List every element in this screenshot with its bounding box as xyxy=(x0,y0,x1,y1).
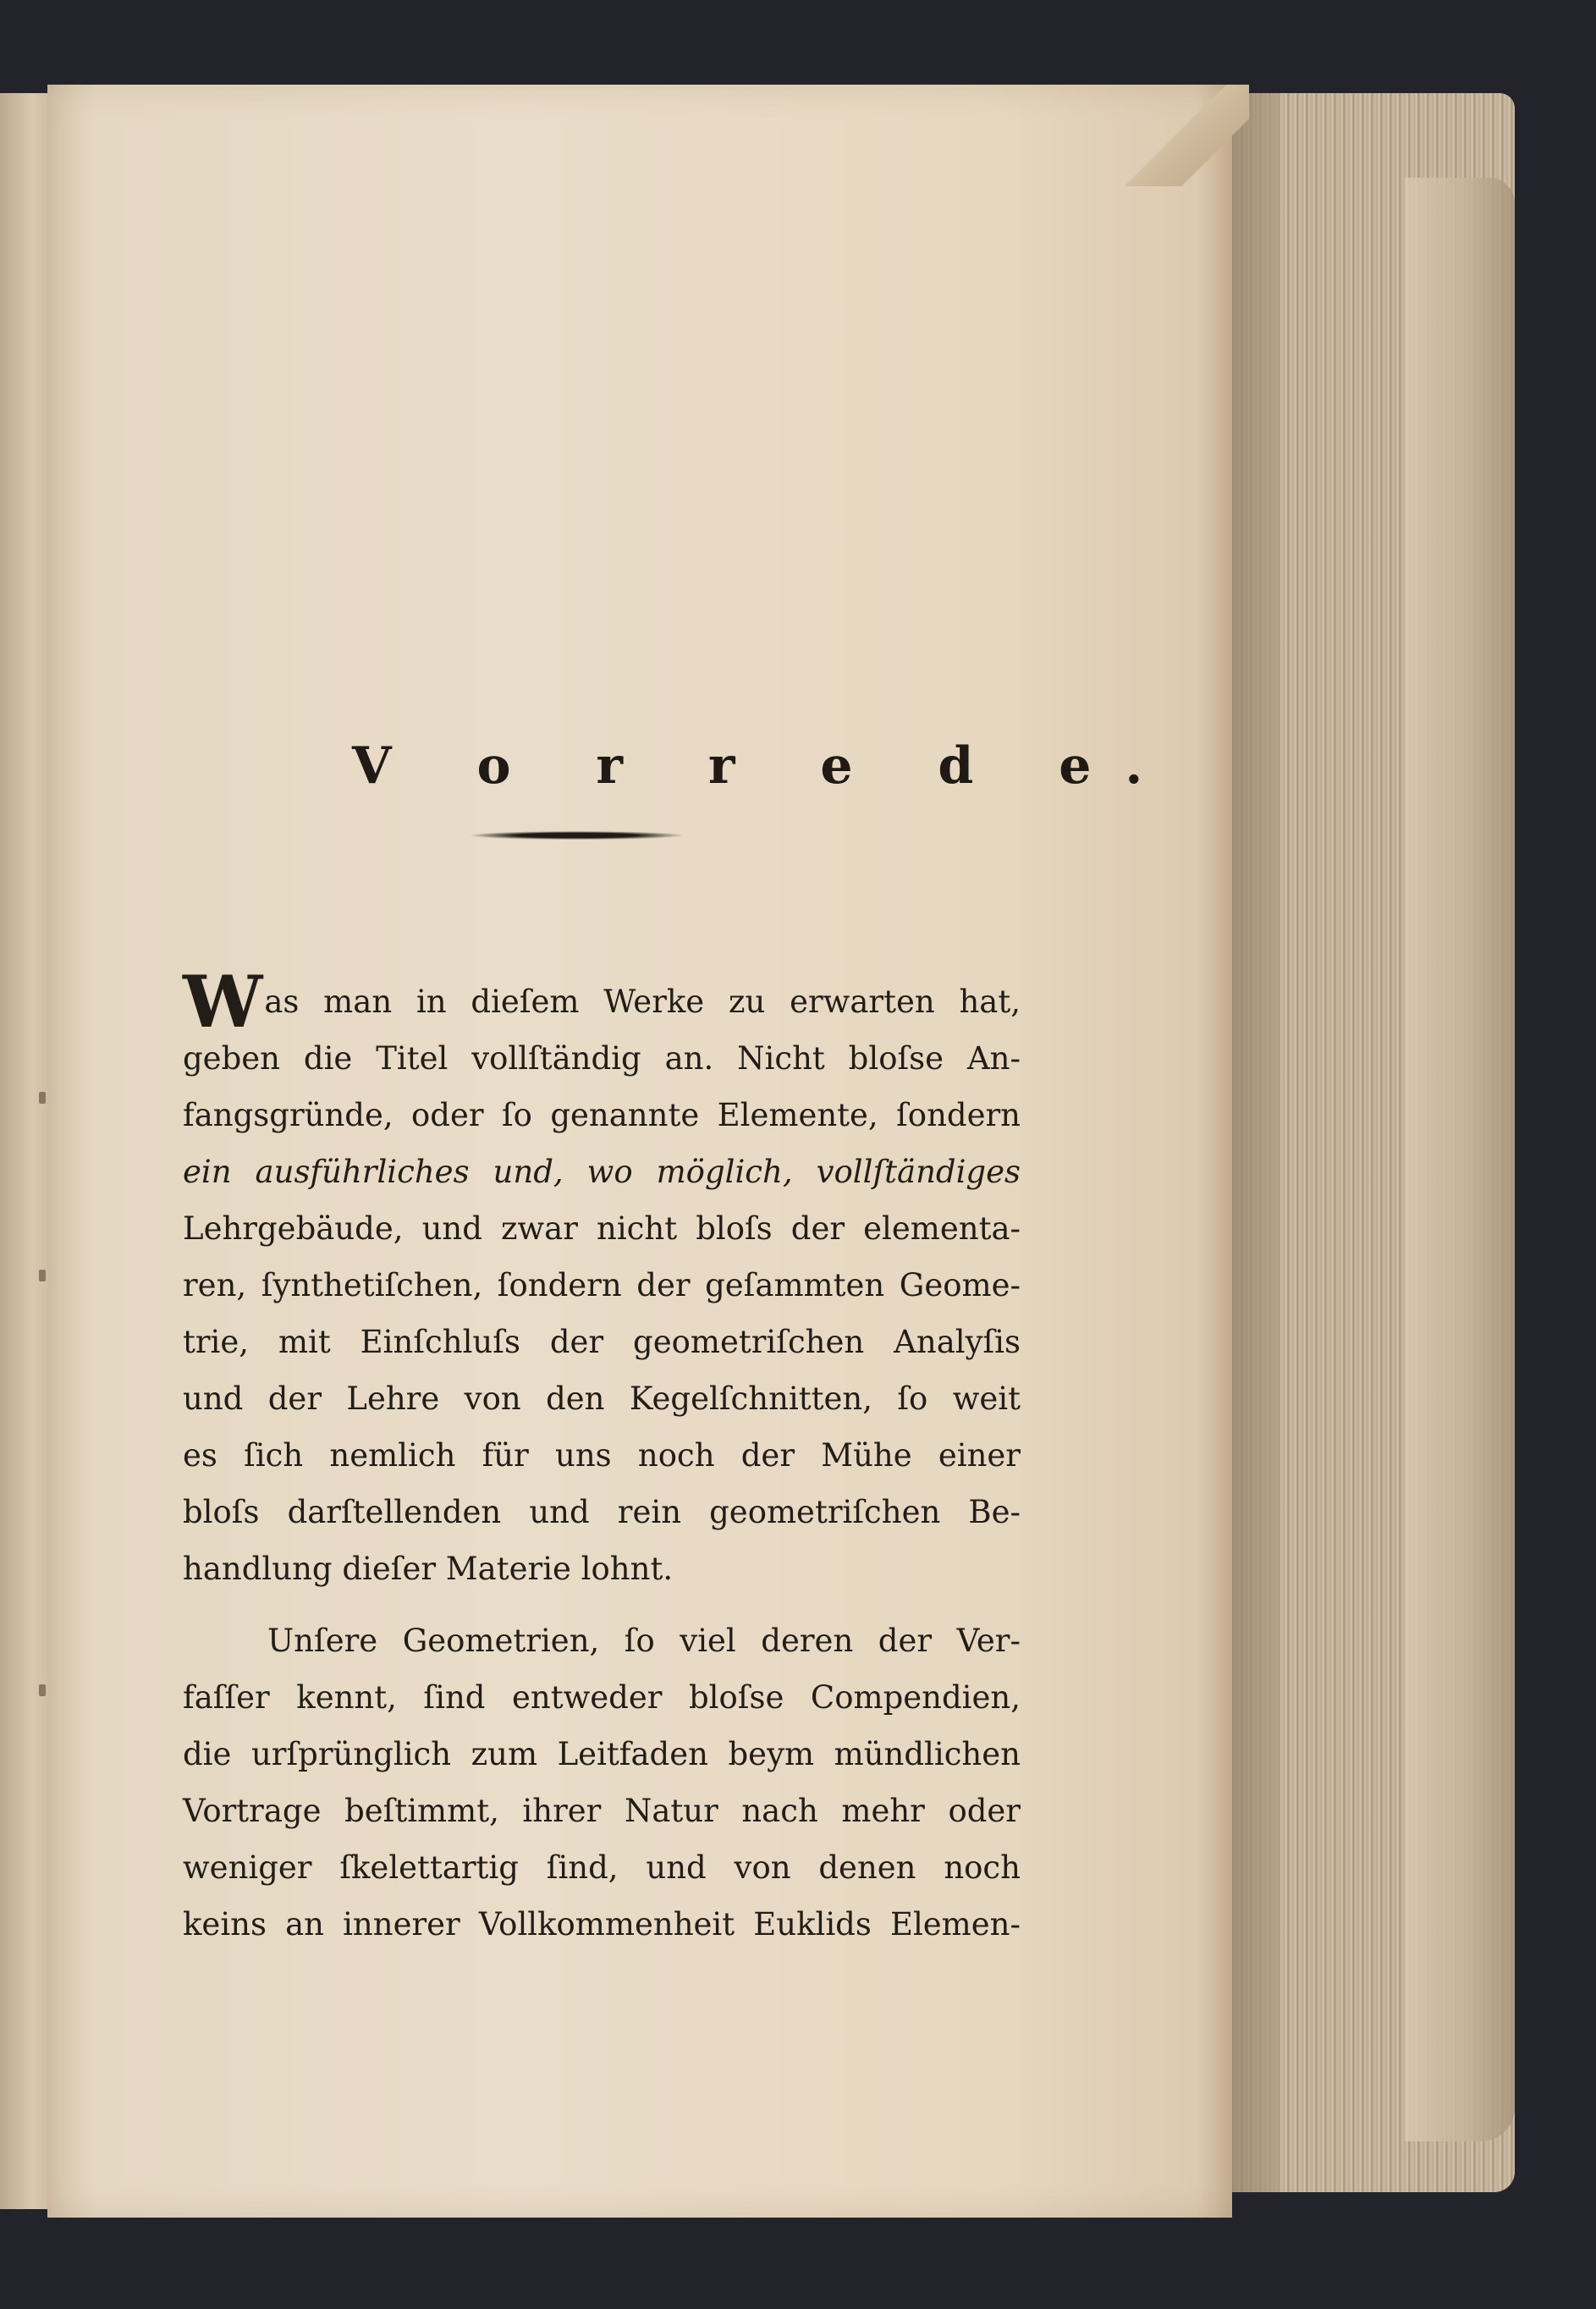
text-line: weniger ſkelettartig ſind, und von denen noch xyxy=(183,1849,1021,1886)
page-title: V o r r e d e. xyxy=(352,736,1177,796)
folded-corner xyxy=(1122,85,1249,186)
text-line xyxy=(183,960,1021,1044)
paragraph-1 xyxy=(183,960,1021,1597)
text-line: geben die Titel vollſtändig an. Nicht bloſse An- xyxy=(183,1040,1021,1077)
text-line: faſſer kennt, ſind entweder bloſse Compendien, xyxy=(183,1679,1021,1716)
paragraph-2 xyxy=(183,1612,1021,1953)
binding-stitch xyxy=(39,1270,46,1281)
text-line: es ſich nemlich für uns noch der Mühe einer xyxy=(183,1437,1021,1474)
text-line: Lehrgebäude, und zwar nicht bloſs der elementa- xyxy=(183,1210,1021,1247)
text-line: fangsgründe, oder ſo genannte Elemente, ſondern xyxy=(183,1097,1021,1133)
text-line: trie, mit Einſchluſs der geometriſchen Analyſis xyxy=(183,1324,1021,1360)
text-line: handlung dieſer Materie lohnt. xyxy=(183,1551,674,1587)
text-line: Vortrage beſtimmt, ihrer Natur nach mehr oder xyxy=(183,1793,1021,1829)
torn-page-edges xyxy=(1405,178,1515,2141)
binding-stitch xyxy=(39,1684,46,1696)
text-line xyxy=(183,1143,1021,1200)
title-rule-ornament xyxy=(471,831,682,840)
text-line: bloſs darſtellenden und rein geometriſchen Be- xyxy=(183,1494,1021,1530)
text-line: keins an innerer Vollkommenheit Euklids Elemen- xyxy=(183,1906,1021,1943)
italic-text: ein ausführliches und, wo möglich, vollſtändiges xyxy=(183,1154,1021,1190)
body-text xyxy=(183,960,1021,1953)
line-text: as man in dieſem Werke zu erwarten hat, xyxy=(264,984,1021,1020)
text-line: ren, ſynthetiſchen, ſondern der geſammten Geome- xyxy=(183,1267,1021,1303)
text-line: die urſprünglich zum Leitfaden beym mündlichen xyxy=(183,1736,1021,1772)
text-line: und der Lehre von den Kegelſchnitten, ſo weit xyxy=(183,1380,1021,1417)
book-page xyxy=(47,85,1232,2218)
text-line: Unſere Geometrien, ſo viel deren der Ver- xyxy=(267,1623,1021,1659)
open-book xyxy=(0,76,1515,2251)
binding-stitch xyxy=(39,1092,46,1104)
drop-cap: W xyxy=(183,960,263,1044)
